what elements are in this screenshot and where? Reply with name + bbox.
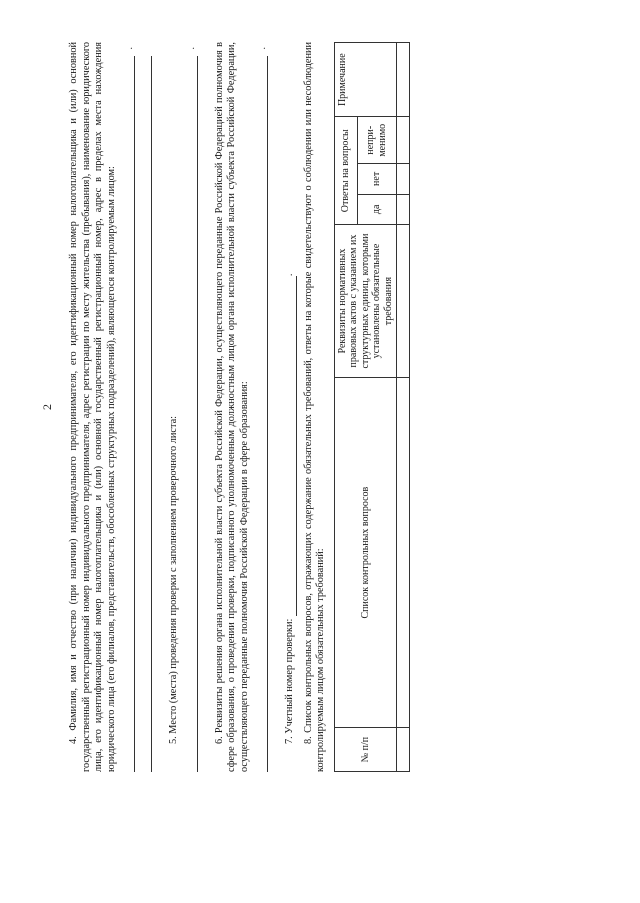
fill-line-6 bbox=[256, 47, 268, 772]
header-questions: Список контрольных вопросов bbox=[334, 378, 397, 728]
page-number: 2 bbox=[40, 404, 54, 410]
fill-line-4b bbox=[141, 56, 152, 772]
table-row bbox=[397, 43, 410, 772]
line-end-mark-7: . bbox=[284, 273, 295, 277]
table-header-row bbox=[334, 43, 357, 772]
header-number: № п/п bbox=[334, 728, 397, 772]
paragraph-7-label: 7. Учетный номер проверки: bbox=[284, 618, 295, 744]
table-cell bbox=[397, 164, 410, 195]
table-cell bbox=[397, 194, 410, 224]
header-note: Примечание bbox=[334, 43, 397, 117]
header-answers: Ответы на вопросы bbox=[334, 117, 357, 225]
header-not-applicable: непри-менимо bbox=[357, 117, 396, 164]
line-end-mark-6: . bbox=[256, 47, 268, 50]
fill-line-7 bbox=[284, 273, 297, 616]
header-no: нет bbox=[357, 164, 396, 195]
rotated-document bbox=[40, 42, 394, 772]
paragraph-5: 5. Место (места) проведения проверки с заполнением проверочного листа: bbox=[168, 415, 179, 744]
line-end-mark-4: . bbox=[123, 47, 135, 50]
paragraph-8: 8. Список контрольных вопросов, отражающих содержание обязательных требований, ответы на которые свидетельствуют о соблюдении или несоблюдении контролируемым лицом обязательных требований: bbox=[302, 42, 326, 772]
header-requisites: Реквизиты нормативных правовых актов с указанием их структурных единиц, которыми установлены обязательные требования bbox=[334, 225, 397, 378]
table-cell bbox=[397, 225, 410, 378]
line-end-mark-5: . bbox=[186, 47, 197, 50]
table-cell bbox=[397, 728, 410, 772]
paragraph-6: 6. Реквизиты решения органа исполнительной власти субъекта Российской Федерации, осуществляющего переданные Российской Федерацией полномочия в сфере образования, о проведении проверки, подписанного уполномоченным должностным лицом органа исполнительной власти субъекта Российской Федерации, осуществляющего переданные полномочия Российской Федерации в сфере образования: bbox=[213, 42, 250, 772]
document-body bbox=[68, 42, 410, 772]
table-cell bbox=[397, 378, 410, 728]
header-yes: да bbox=[357, 194, 396, 224]
table-cell bbox=[397, 117, 410, 164]
table-cell bbox=[397, 43, 410, 117]
paragraph-7 bbox=[284, 42, 297, 772]
paragraph-4: 4. Фамилия, имя и отчество (при наличии) индивидуального предпринимателя, его идентификационный номер налогоплательщика и (или) основной государственный регистрационный номер индивидуального предпринимателя, адрес регистрации по месту жительства (пребывания), наименование юридического лица, его идентификационный номер налогоплательщика и (или) основной государственный регистрационный номер, адрес в пределах места нахождения юридического лица (его филиалов, представительств, обособленных структурных подразделений), являющегося контролируемым лицом: bbox=[68, 42, 117, 772]
fill-line-4 bbox=[123, 47, 135, 772]
checklist-table bbox=[334, 42, 411, 772]
fill-line-5 bbox=[186, 47, 198, 772]
